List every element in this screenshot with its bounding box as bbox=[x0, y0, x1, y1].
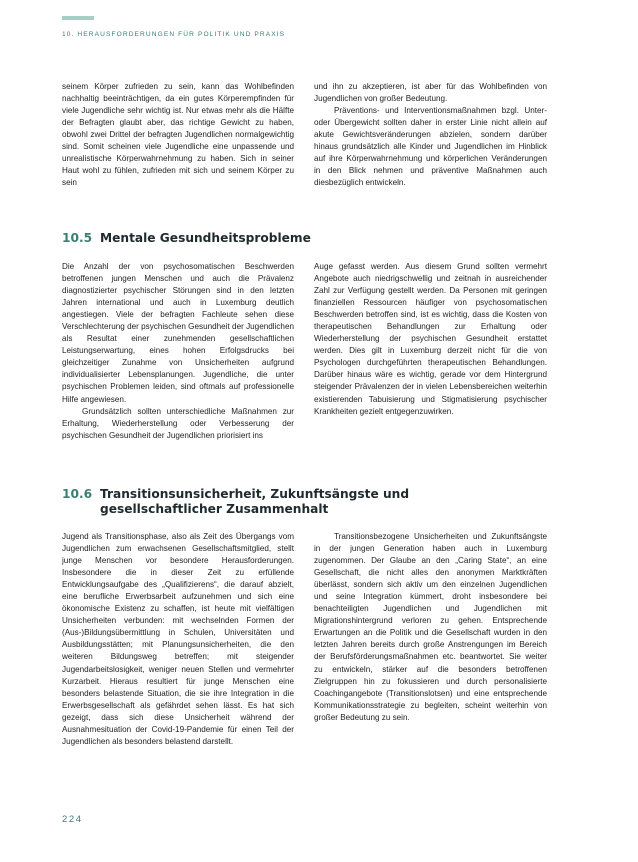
section-number: 10.6 bbox=[62, 487, 93, 501]
section-10-6-right-column bbox=[314, 531, 547, 724]
section-title-line-2: gesellschaftlicher Zusammenhalt bbox=[100, 502, 329, 516]
section-10-6-heading bbox=[62, 487, 409, 517]
paragraph: Jugend als Transitionsphase, also als Zeit des Übergangs vom Jugendlichen zum erwachsenen Gesellschaftsmitglied, stellt junge Menschen vor besondere Herausforderungen. Insbesondere die in dieser Zeit zu erfüllende Entwicklungsaufgabe des „Qualifizierens“, die darauf abzielt, eine berufliche Erwerbsarbeit aufzunehmen und sich eine ökonomische Existenz zu schaffen, ist heute mit vielfältigen Unsicherheiten verbunden: mit wechselnden Formen der (Aus-)Bildungsübermittlung in Schulen, Universitäten und Ausbildungsstätten; mit Planungsunsicherheiten, die den weiteren Bildungsweg betreffen; mit steigender Jugendarbeitslosigkeit, weniger neuen Stellen und vermehrter Kurzarbeit. Hieraus resultiert für junge Menschen eine besonders belastende Situation, die sie ihre Integration in die Erwerbsgesellschaft als gefährdet sehen lässt. Es hat sich gezeigt, dass sich diese Unsicherheit während der Ausnahmesituation der Covid-19-Pandemie für einen Teil der Jugendlichen als besonders belastend darstellt. bbox=[62, 532, 294, 746]
running-head: 10. HERAUSFORDERUNGEN FÜR POLITIK UND PRAXIS bbox=[62, 31, 286, 38]
paragraph: seinem Körper zufrieden zu sein, kann das Wohlbefinden nachhaltig beeinträchtigen, da ein gutes Körperempfinden für viele Jugendliche sehr wichtig ist. Nur etwas mehr als die Hälfte der Befragten glaubt aber, das richtige Gewicht zu haben, obwohl zwei Drittel der befragten Jugendlichen normalgewichtig sind. Somit scheinen viele Jugendliche eine unpassende und unrealistische Körperwahrnehmung zu haben. Sich in seiner Haut wohl zu fühlen, zufrieden mit sich und seinem Körper zu sein bbox=[62, 82, 294, 188]
accent-bar bbox=[62, 16, 94, 20]
paragraph: Auge gefasst werden. Aus diesem Grund sollten vermehrt Angebote auch niedrigschwellig und zeitnah in ausreichender Zahl zur Verfügung gestellt werden. Da Personen mit geringen finanziellen Ressourcen häufiger von psychosomatischen Beschwerden betroffen sind, ist es wichtig, dass die Kosten von therapeutischen Behandlungen zur Erhaltung oder Wiederherstellung der psychischen Gesundheit erstattet werden. Dies gilt in Luxemburg derzeit nicht für die von Psychologen durchgeführten therapeutischen Behandlungen. Darüber hinaus wäre es wichtig, gerade vor dem Hintergrund steigender Prävalenzen der in vielen Lebensbereichen weiterhin existierenden Tabuisierung und Stigmatisierung psychischer Krankheiten gezielt entgegenzuwirken. bbox=[314, 262, 547, 416]
section-number: 10.5 bbox=[62, 231, 93, 245]
section-10-5-heading bbox=[62, 231, 311, 246]
section-10-5-right-column bbox=[314, 261, 547, 418]
paragraph: Die Anzahl der von psychosomatischen Beschwerden betroffenen jungen Menschen und auch die Prävalenz diagnostizierter psychischer Störungen sind in den letzten Jahren international und auch in Luxemburg deutlich angestiegen. Viele der befragten Fachleute sehen diese Verschlechterung der psychischen Gesundheit der Jugendlichen als Resultat einer zunehmenden gesellschaftlichen Leistungserwartung, eines hohen Erfolgsdrucks bei gleichzeitiger Zunahme von Unsicherheiten aufgrund individualisierter Lebensplanungen. Jugendliche, die unter psychischen Problemen leiden, sind oftmals auf professionelle Hilfe angewiesen. bbox=[62, 262, 294, 404]
top-right-column bbox=[314, 81, 547, 189]
page-number: 224 bbox=[62, 814, 83, 825]
paragraph: und ihn zu akzeptieren, ist aber für das Wohlbefinden von Jugendlichen von großer Bedeutung. bbox=[314, 82, 547, 104]
section-10-6-left-column bbox=[62, 531, 294, 748]
section-10-5-left-column bbox=[62, 261, 294, 442]
paragraph: Grundsätzlich sollten unterschiedliche Maßnahmen zur Erhaltung, Wiederherstellung oder Verbesserung der psychischen Gesundheit der Jugendlichen priorisiert ins bbox=[62, 406, 294, 440]
section-title-line-1: Transitionsunsicherheit, Zukunftsängste und bbox=[100, 487, 410, 501]
paragraph: Transitionsbezogene Unsicherheiten und Zukunftsängste in der jungen Generation haben auch in Luxemburg zugenommen. Der Glaube an den „Caring State“, an eine Gesellschaft, die nicht alles den anonymen Marktkräften überlässt, sondern sich aktiv um den einzelnen Jugendlichen und seine Integration kümmert, droht insbesondere bei benachteiligten Jugendlichen und Jugendlichen mit Migrationshintergrund verloren zu gehen. Entsprechende Erwartungen an die Politik und die Gesellschaft wurden in den letzten Jahren bereits durch große Anstrengungen im Bereich der Berufsförderungsmaßnahmen etc. beantwortet. Sie weiter zu entwickeln, stärker auf die besonders betroffenen Zielgruppen hin zu fokussieren und durch personalisierte Coachingangebote (Transitionslotsen) und eine entsprechende Kommunikationsstrategie zu begleiten, scheint weiterhin von großer Bedeutung zu sein. bbox=[314, 532, 547, 722]
paragraph: Präventions- und Interventionsmaßnahmen bzgl. Unter- oder Übergewicht sollten daher in erster Linie nicht allein auf akute Gewichtsveränderungen abzielen, sondern darüber hinaus grundsätzlich alle Kinder und Jugendlichen im Hinblick auf ihre Körperwahrnehmung und körperlichen Veränderungen in den Blick nehmen und präventive Maßnahmen auch diesbezüglich entwickeln. bbox=[314, 106, 547, 188]
top-left-column bbox=[62, 81, 294, 189]
section-title: Mentale Gesundheitsprobleme bbox=[100, 231, 311, 245]
